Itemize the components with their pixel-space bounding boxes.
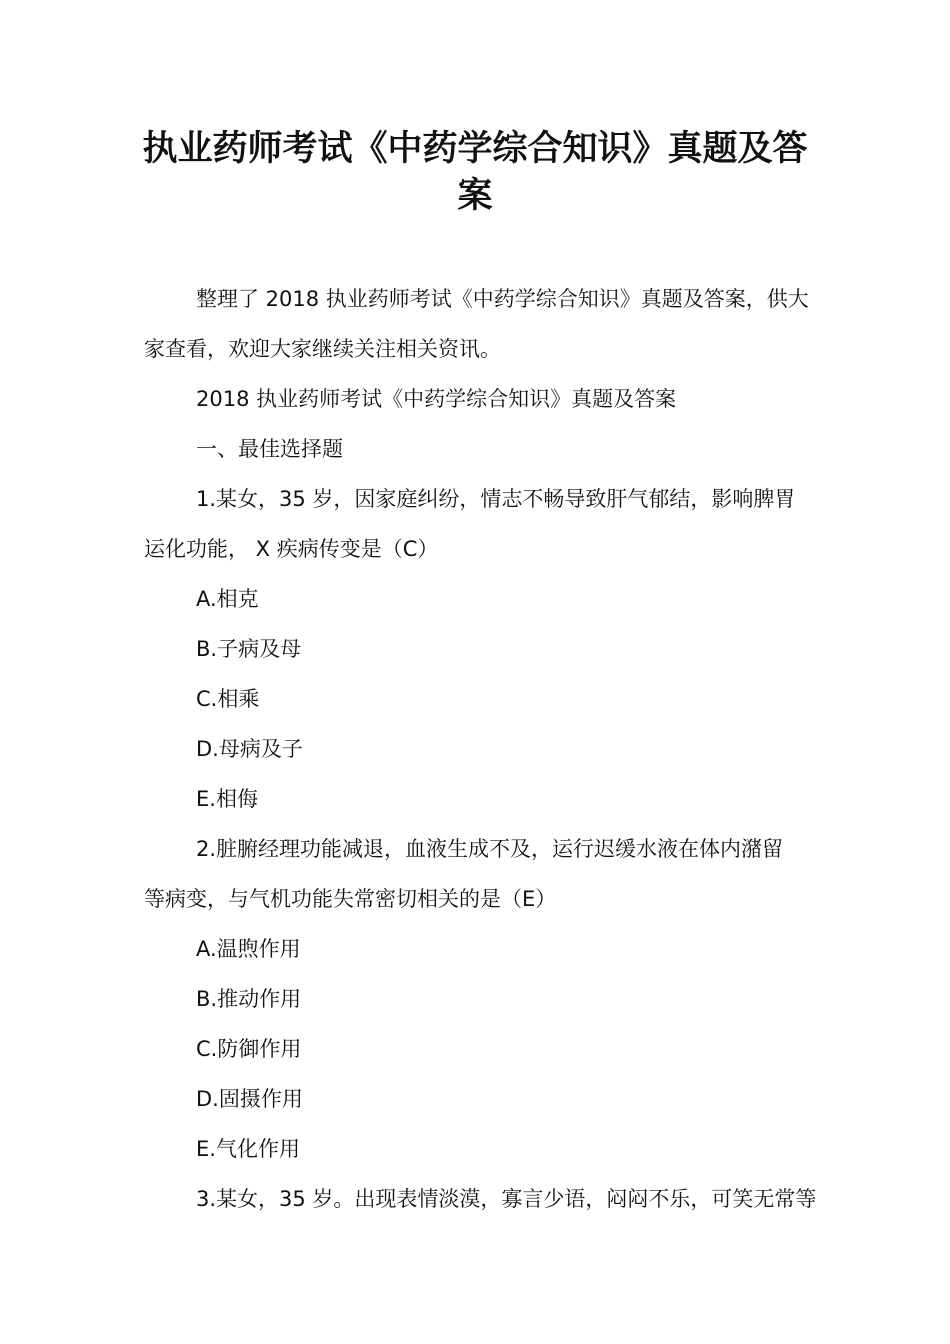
question-1-option-d: D.母病及子 xyxy=(196,737,303,761)
question-2-option-d: D.固摄作用 xyxy=(196,1087,303,1111)
subtitle: 2018 执业药师考试《中药学综合知识》真题及答案 xyxy=(196,387,677,411)
intro-line-1: 整理了 2018 执业药师考试《中药学综合知识》真题及答案，供大 xyxy=(196,287,809,311)
question-2-option-c: C.防御作用 xyxy=(196,1037,302,1061)
question-1-line-2: 运化功能， X 疾病传变是（C） xyxy=(144,537,439,561)
question-1-option-c: C.相乘 xyxy=(196,687,260,711)
intro-line-2: 家查看，欢迎大家继续关注相关资讯。 xyxy=(144,337,501,361)
question-2-line-2: 等病变，与气机功能失常密切相关的是（E） xyxy=(144,887,557,911)
question-2-option-b: B.推动作用 xyxy=(196,987,302,1011)
question-2-line-1: 2.脏腑经理功能减退，血液生成不及，运行迟缓水液在体内潴留 xyxy=(196,837,784,861)
question-1-option-e: E.相侮 xyxy=(196,787,258,811)
question-1-line-1: 1.某女，35 岁，因家庭纠纷，情志不畅导致肝气郁结，影响脾胃 xyxy=(196,487,796,511)
question-2-option-a: A.温煦作用 xyxy=(196,937,301,961)
question-1-option-b: B.子病及母 xyxy=(196,637,302,661)
document-title: 执业药师考试《中药学综合知识》真题及答案 xyxy=(142,129,808,216)
question-1-option-a: A.相克 xyxy=(196,587,259,611)
question-2-option-e: E.气化作用 xyxy=(196,1137,300,1161)
question-3-line-1: 3.某女，35 岁。出现表情淡漠，寡言少语，闷闷不乐，可笑无常等 xyxy=(196,1187,817,1211)
section-heading: 一、最佳选择题 xyxy=(196,437,343,461)
